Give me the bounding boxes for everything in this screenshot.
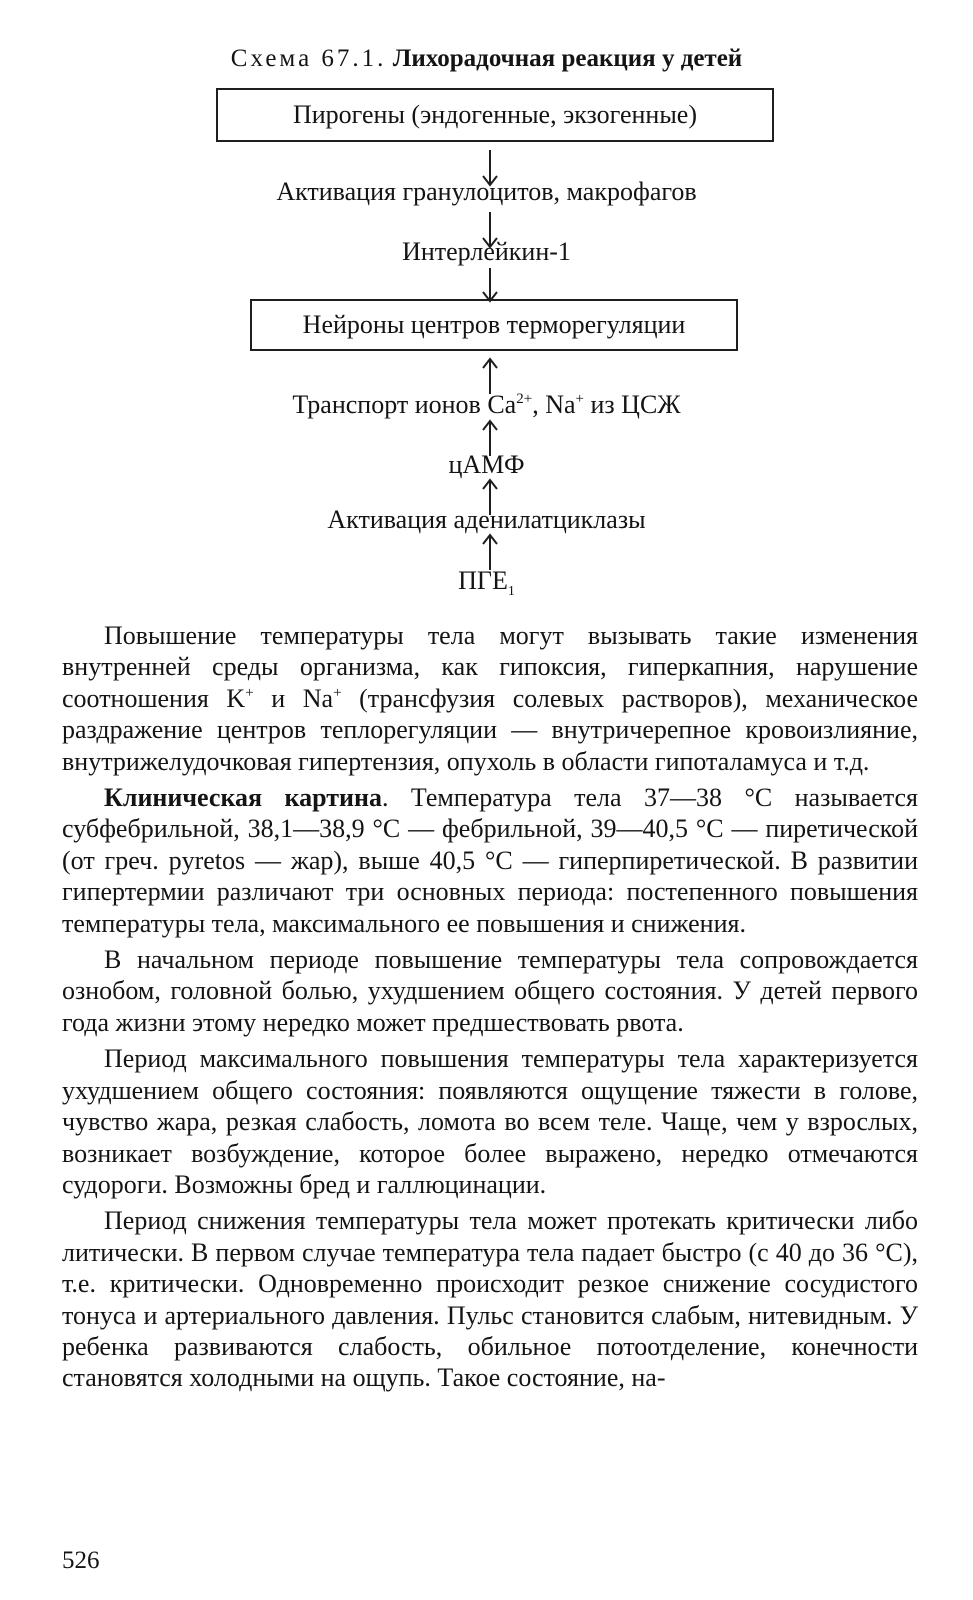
- scheme-caption: [0, 44, 973, 74]
- paragraph-causes: [62, 620, 918, 777]
- pge-label: ПГЕ: [458, 566, 508, 595]
- clinical-picture-heading: Клиническая картина: [104, 783, 382, 813]
- body-text: [62, 620, 918, 1399]
- paragraph-causes-text-end: (трансфузия солевых растворов), механическое раздражение центров теплорегуляции — внутричерепное кровоизлияние, внутрижелудочковая гипертензия, опухоль в области гипоталамуса и т.д.: [62, 683, 919, 776]
- ion-charge-na: +: [333, 684, 342, 701]
- clinical-picture-text: . Температура тела 37—38 °С называется субфебрильной, 38,1—38,9 °С — фебрильной, 39—40,5 °С — пиретической (от греч. pyretos — жар), выше 40,5 °С — гиперпиретической. В развитии гипертермии различают три основных периода: постепенного повышения температуры тела, максимального ее повышения и снижения.: [62, 783, 919, 938]
- paragraph-decline-period: Период снижения температуры тела может протекать критически либо литически. В первом случае температура тела падает быстро (с 40 до 36 °С), т.е. критически. Одновременно происходит резкое снижение сосудистого тонуса и артериального давления. Пульс становится слабым, нитевидным. У ребенка развиваются слабость, обильное потоотделение, конечности становятся холодными на ощупь. Такое состояние, на-: [62, 1206, 918, 1393]
- ion-charge-ca: 2+: [516, 391, 533, 407]
- scheme-step-camp: цАМФ: [448, 450, 525, 479]
- ion-transport-text-mid: , Na: [532, 390, 576, 419]
- scheme-step-interleukin: Интерлейкин-1: [402, 237, 571, 266]
- paragraph-causes-text-mid: и Na: [253, 683, 334, 713]
- pge-subscript: 1: [507, 584, 515, 599]
- paragraph-initial-period: В начальном периоде повышение температуры тела сопровождается ознобом, головной болью, ухудшением общего состояния. У детей первого года жизни этому нередко может предшествовать рвота.: [62, 945, 918, 1037]
- paragraph-causes-text: Повышение температуры тела могут вызывать такие изменения внутренней среды организма, как гипоксия, гиперкапния, нарушение соотношения K: [62, 621, 918, 713]
- scheme-caption-label: Схема 67.1.: [230, 45, 387, 72]
- paragraph-peak-period: Период максимального повышения температуры тела характеризуется ухудшением общего состояния: появляются ощущение тяжести в голове, чувство жара, резкая слабость, ломота во всем теле. Чаще, чем у взрослых, возникает возбуждение, которое более выражено, нередко отмечаются судороги. Возможны бред и галлюцинации.: [62, 1044, 918, 1199]
- paragraph-clinical-picture: [62, 782, 918, 939]
- ion-charge-na: +: [575, 391, 584, 407]
- ion-transport-text: Транспорт ионов Ca: [292, 390, 517, 419]
- page-number: 526: [62, 1547, 100, 1574]
- scheme-step-adenylate-cyclase: Активация аденилатциклазы: [327, 505, 646, 534]
- scheme-step-ion-transport: [0, 390, 973, 420]
- scheme-caption-title: Лихорадочная реакция у детей: [392, 45, 743, 72]
- ion-transport-text-end: из ЦСЖ: [583, 390, 681, 419]
- scheme-step-pge1: [0, 566, 973, 599]
- pyrogens-box: Пирогены (эндогенные, экзогенные): [216, 88, 774, 142]
- thermoregulation-neurons-box: Нейроны центров терморегуляции: [250, 299, 738, 351]
- scheme-step-granulocyte-activation: Активация гранулоцитов, макрофагов: [276, 177, 697, 206]
- ion-charge-k: +: [245, 684, 254, 701]
